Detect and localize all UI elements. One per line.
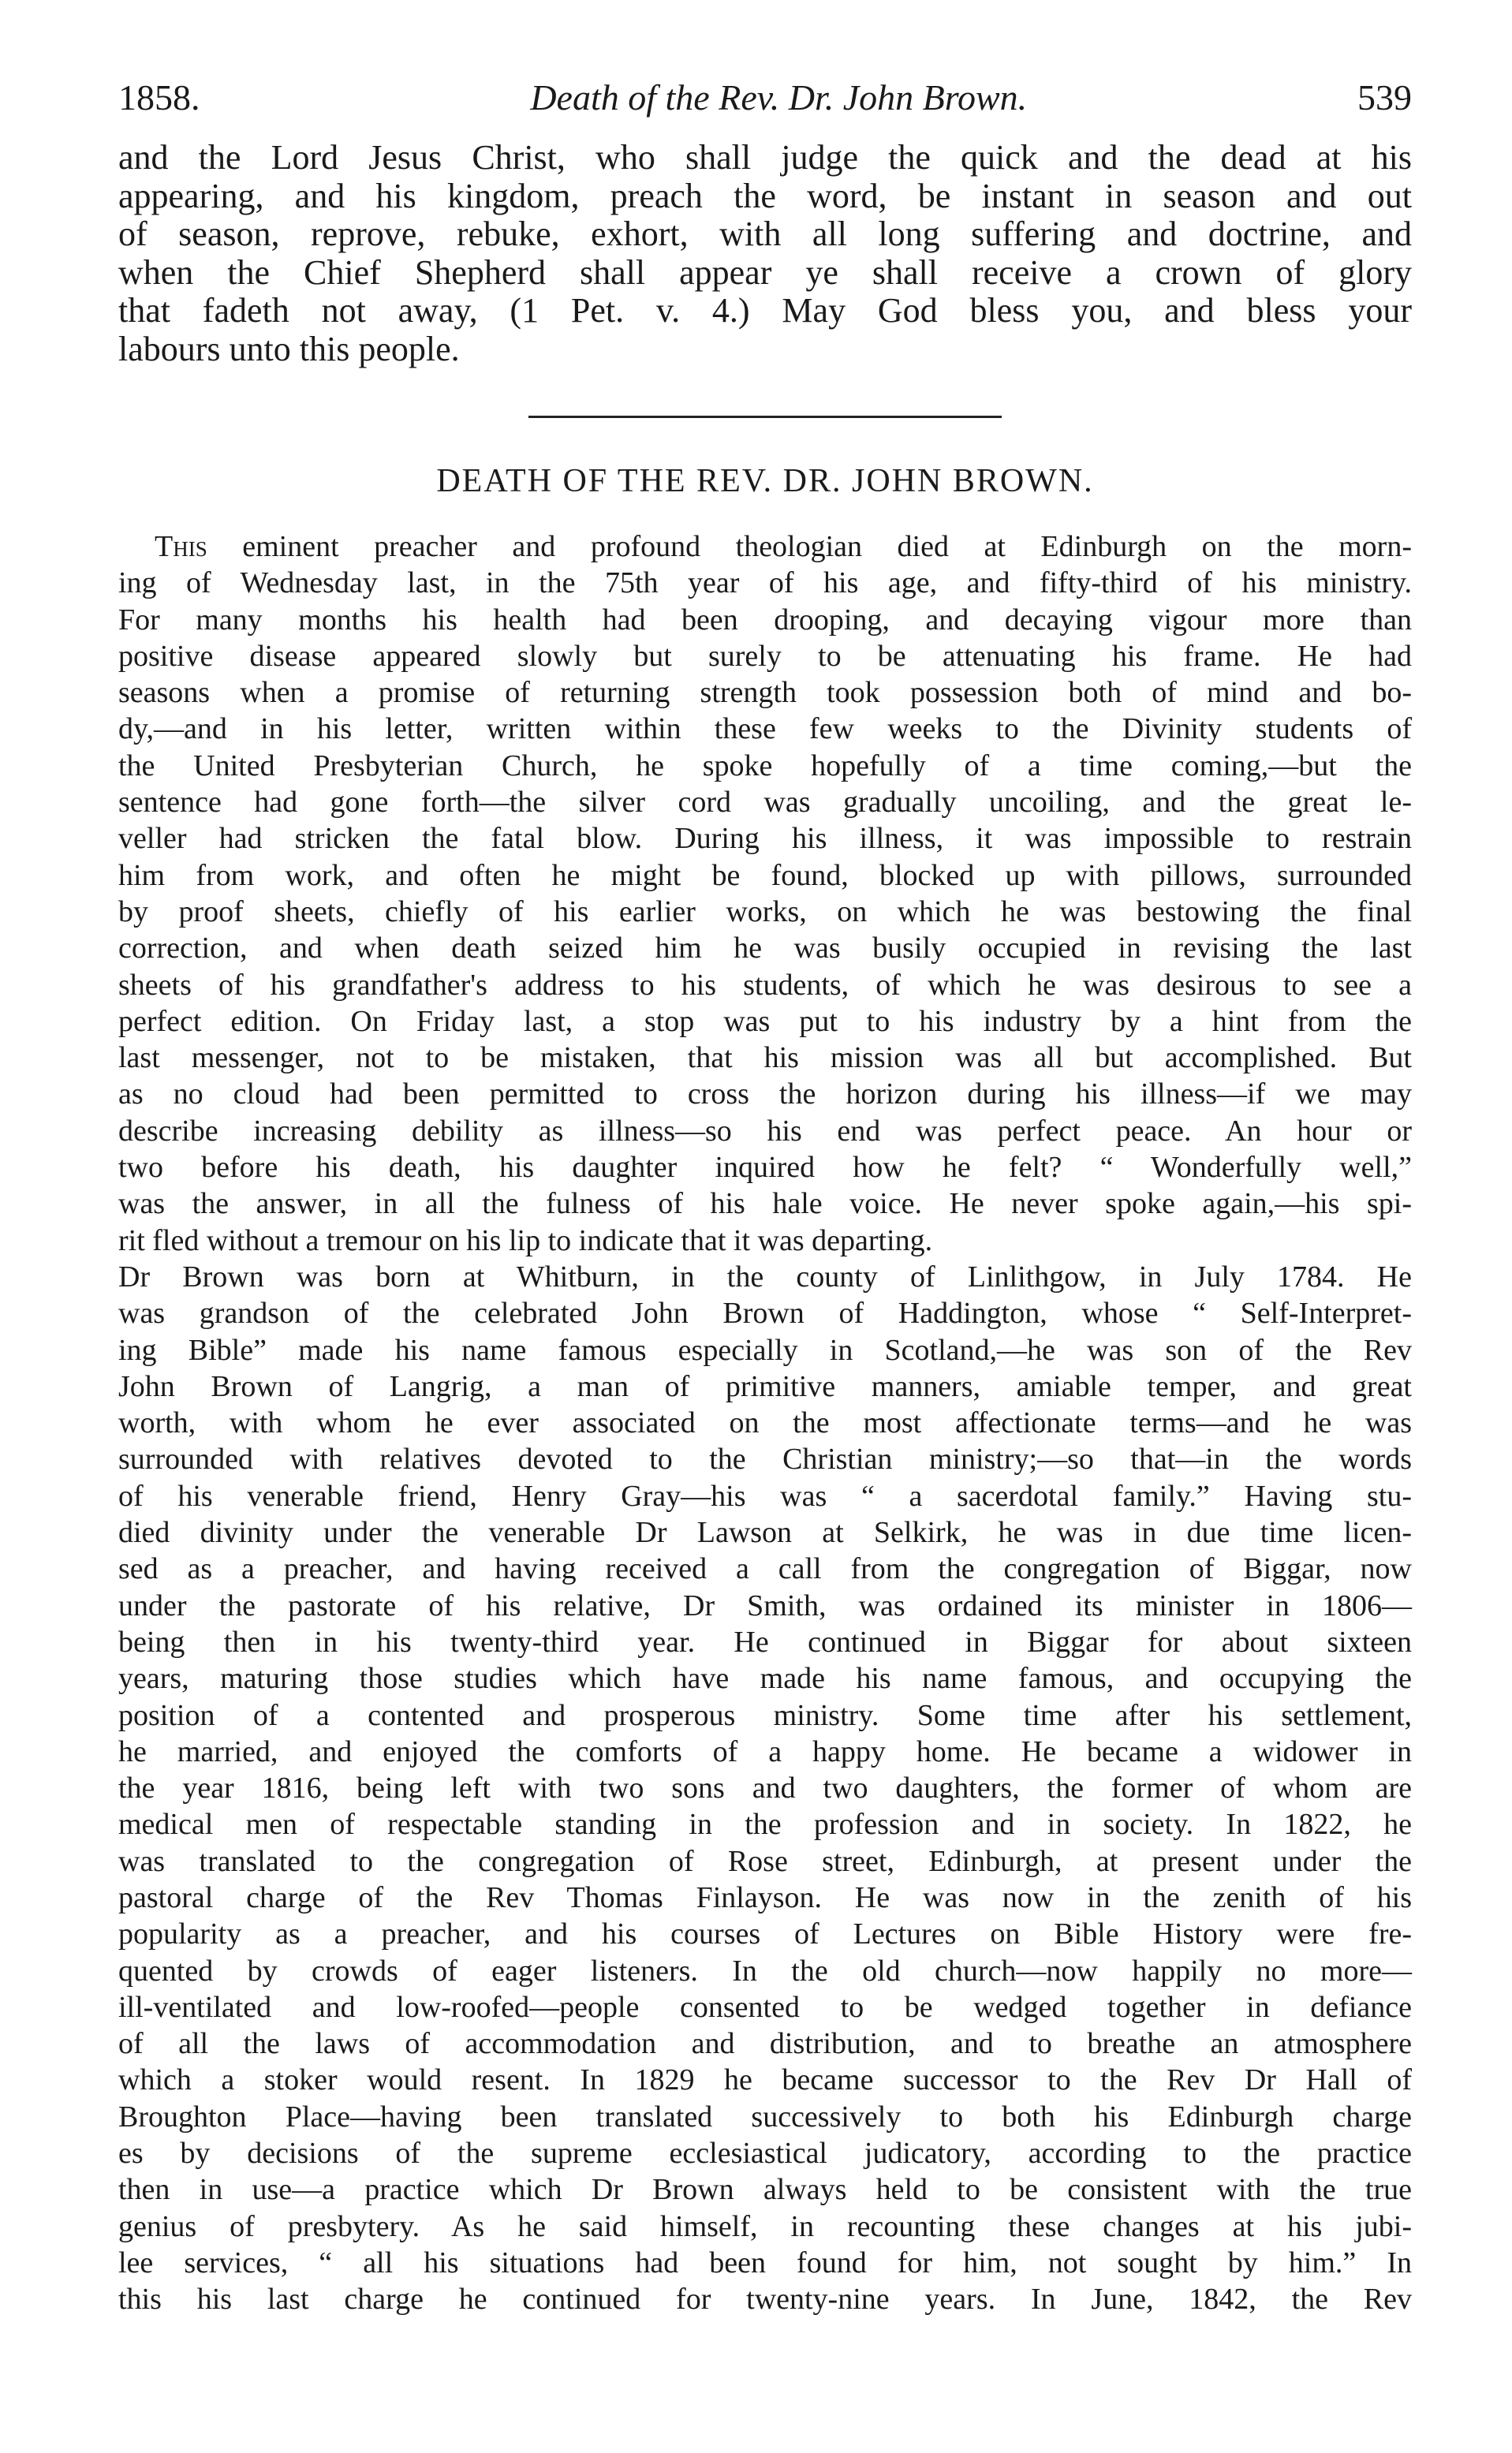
text-line: the year 1816, being left with two sons and two daughters, the former of whom are <box>118 1772 1412 1805</box>
text-line: Broughton Place—having been translated successively to both his Edinburgh charge <box>118 2100 1412 2134</box>
text-line: rit fled without a tremour on his lip to indicate that it was departing. <box>118 1223 933 1257</box>
previous-article-ending <box>118 139 1412 368</box>
text-line: ill-ventilated and low-roofed—people consented to be wedged together in defiance <box>118 1990 1412 2024</box>
text-line: es by decisions of the supreme ecclesiastical judicatory, according to the practice <box>118 2137 1412 2171</box>
text-line: popularity as a preacher, and his courses of Lectures on Bible History were fre- <box>118 1917 1412 1951</box>
text-line: appearing, and his kingdom, preach the word, be instant in season and out <box>118 176 1412 215</box>
first-line-rest: eminent preacher and profound theologian died at Edinburgh on the morn- <box>207 530 1412 563</box>
text-line: of his venerable friend, Henry Gray—his was “ a sacerdotal family.” Having stu- <box>118 1479 1412 1513</box>
text-line: position of a contented and prosperous ministry. Some time after his settlement, <box>118 1698 1412 1732</box>
text-line: that fadeth not away, (1 Pet. v. 4.) May God bless you, and bless your <box>118 291 1412 330</box>
text-line: For many months his health had been drooping, and decaying vigour more than <box>118 603 1412 637</box>
text-line: Dr Brown was born at Whitburn, in the county of Linlithgow, in July 1784. He <box>118 1260 1412 1294</box>
drop-word: This <box>155 530 207 563</box>
text-line: quented by crowds of eager listeners. In the old church—now happily no more— <box>118 1954 1412 1988</box>
text-line: the United Presbyterian Church, he spoke hopefully of a time coming,—but the <box>118 749 1412 782</box>
text-line: positive disease appeared slowly but surely to be attenuating his frame. He had <box>118 639 1412 673</box>
text-line: died divinity under the venerable Dr Lawson at Selkirk, he was in due time licen- <box>118 1516 1412 1550</box>
text-line: then in use—a practice which Dr Brown always held to be consistent with the true <box>118 2173 1412 2207</box>
text-line: being then in his twenty-third year. He continued in Biggar for about sixteen <box>118 1625 1412 1659</box>
text-line: was grandson of the celebrated John Brown of Haddington, whose “ Self-Interpret- <box>118 1297 1412 1331</box>
page <box>118 76 1412 2318</box>
text-line: labours unto this people. <box>118 329 460 368</box>
text-line: sed as a preacher, and having received a call from the congregation of Biggar, now <box>118 1552 1412 1586</box>
text-line: dy,—and in his letter, written within these few weeks to the Divinity students of <box>118 712 1412 746</box>
text-line: perfect edition. On Friday last, a stop was put to his industry by a hint from the <box>118 1004 1412 1038</box>
text-line: of season, reprove, rebuke, exhort, with all long suffering and doctrine, and <box>118 215 1412 253</box>
text-line: this his last charge he continued for twenty-nine years. In June, 1842, the Rev <box>118 2283 1412 2317</box>
text-line: him from work, and often he might be found, blocked up with pillows, surrounded <box>118 858 1412 892</box>
text-line: two before his death, his daughter inquired how he felt? “ Wonderfully well,” <box>118 1151 1412 1185</box>
text-line: veller had stricken the fatal blow. During his illness, it was impossible to restrain <box>118 822 1412 856</box>
article-title: DEATH OF THE REV. DR. JOHN BROWN. <box>436 463 1094 499</box>
text-line: John Brown of Langrig, a man of primitive manners, amiable temper, and great <box>118 1369 1412 1403</box>
page-number: 539 <box>1357 77 1412 118</box>
running-head-title: Death of the Rev. Dr. John Brown. <box>530 77 1028 118</box>
text-line: as no cloud had been permitted to cross the horizon during his illness—if we may <box>118 1077 1412 1111</box>
article-paragraph-2 <box>118 1259 1412 2318</box>
article-paragraph-1 <box>118 528 1412 1259</box>
text-line: lee services, “ all his situations had been found for him, not sought by him.” In <box>118 2246 1412 2279</box>
text-line: he married, and enjoyed the comforts of a happy home. He became a widower in <box>118 1734 1412 1768</box>
text-line: ing of Wednesday last, in the 75th year of his age, and fifty-third of his ministry. <box>118 566 1412 600</box>
text-line: worth, with whom he ever associated on the most affectionate terms—and he was <box>118 1406 1412 1440</box>
text-line: sentence had gone forth—the silver cord was gradually uncoiling, and the great le- <box>118 786 1412 820</box>
text-line: last messenger, not to be mistaken, that his mission was all but accomplished. But <box>118 1041 1412 1075</box>
text-line: and the Lord Jesus Christ, who shall judge the quick and the dead at his <box>118 138 1412 177</box>
running-head <box>118 76 1412 139</box>
text-line: genius of presbytery. As he said himself, in recounting these changes at his jubi- <box>118 2209 1412 2243</box>
text-line: years, maturing those studies which have made his name famous, and occupying the <box>118 1662 1412 1696</box>
text-line: describe increasing debility as illness—so his end was perfect peace. An hour or <box>118 1114 1412 1148</box>
text-line: pastoral charge of the Rev Thomas Finlayson. He was now in the zenith of his <box>118 1880 1412 1914</box>
text-line: surrounded with relatives devoted to the Christian ministry;—so that—in the words <box>118 1443 1412 1477</box>
section-divider <box>528 416 1002 418</box>
text-line: of all the laws of accommodation and distribution, and to breathe an atmosphere <box>118 2027 1412 2061</box>
running-head-year: 1858. <box>118 77 200 118</box>
text-line: by proof sheets, chiefly of his earlier works, on which he was bestowing the final <box>118 894 1412 928</box>
text-line: ing Bible” made his name famous especially in Scotland,—he was son of the Rev <box>118 1333 1412 1367</box>
text-line: which a stoker would resent. In 1829 he became successor to the Rev Dr Hall of <box>118 2063 1412 2097</box>
text-line: was translated to the congregation of Rose street, Edinburgh, at present under the <box>118 1844 1412 1878</box>
text-line: medical men of respectable standing in the profession and in society. In 1822, he <box>118 1808 1412 1842</box>
text-line <box>118 528 1412 565</box>
text-line: when the Chief Shepherd shall appear ye shall receive a crown of glory <box>118 252 1412 292</box>
text-line: sheets of his grandfather's address to his students, of which he was desirous to see a <box>118 968 1412 1002</box>
text-line: under the pastorate of his relative, Dr Smith, was ordained its minister in 1806— <box>118 1589 1412 1622</box>
text-line: correction, and when death seized him he was busily occupied in revising the last <box>118 932 1412 965</box>
text-line: seasons when a promise of returning strength took possession both of mind and bo- <box>118 676 1412 710</box>
text-line: was the answer, in all the fulness of his hale voice. He never spoke again,—his spi- <box>118 1187 1412 1221</box>
